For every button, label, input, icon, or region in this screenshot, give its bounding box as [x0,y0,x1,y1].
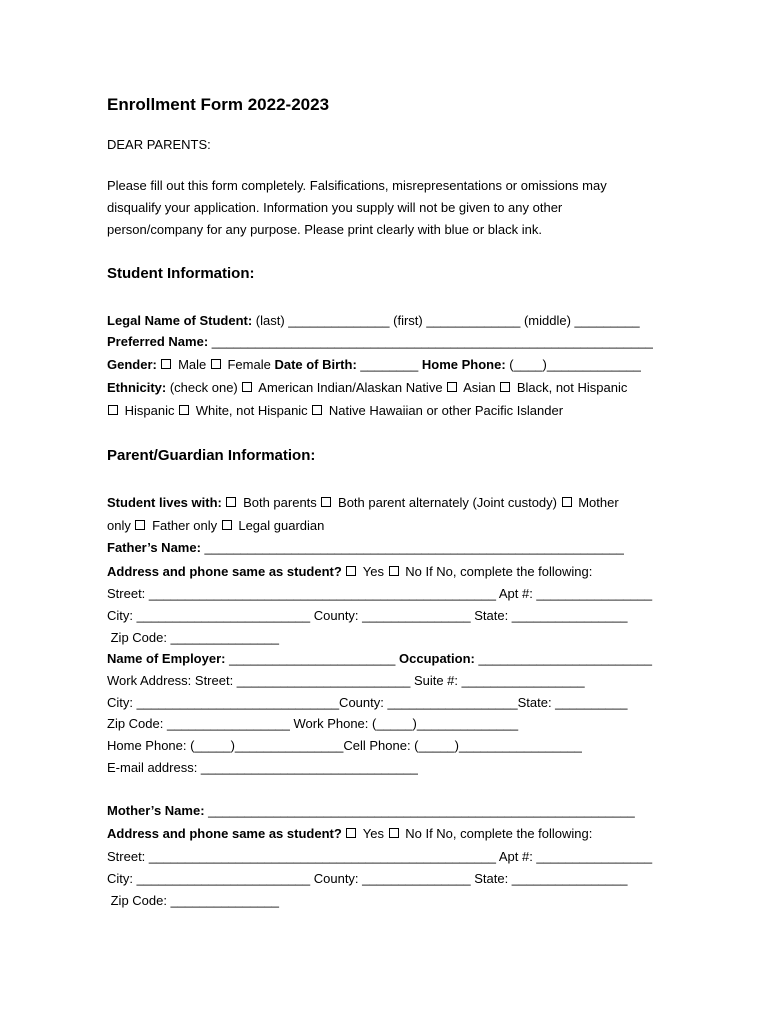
legal-name-row [107,313,640,329]
intro-line-2: disqualify your application. Information you supply will not be given to any other [107,200,563,215]
female-checkbox[interactable] [211,359,221,369]
male-checkbox[interactable] [161,359,171,369]
hispanic-label: Hispanic [121,403,179,418]
work-city-row[interactable]: City: ____________________________County: __________________State: __________ [107,695,628,710]
parent-info-heading: Parent/Guardian Information: [107,447,316,464]
mother-no-checkbox[interactable] [389,828,399,838]
lives-with-label: Student lives with: [107,495,222,510]
preferred-name-label: Preferred Name: [107,334,209,349]
employer-label: Name of Employer: [107,651,226,666]
mother-only-checkbox[interactable] [562,497,572,507]
phones-row[interactable]: Home Phone: (_____)_______________Cell Phone: (_____)_________________ [107,738,582,753]
male-label: Male [174,357,210,372]
father-no-checkbox[interactable] [389,566,399,576]
hawaiian-label: Native Hawaiian or other Pacific Islander [325,403,564,418]
father-street-row[interactable]: Street: ________________________________________________ Apt #: ________________ [107,586,653,601]
no-label: No If No, complete the following: [401,564,593,579]
same-address-label: Address and phone same as student? [107,564,342,579]
employer-row [107,651,652,667]
gender-row [107,357,641,373]
both-parents-checkbox[interactable] [226,497,236,507]
alternately-checkbox[interactable] [321,497,331,507]
female-label: Female [223,357,275,372]
mother-name-label: Mother’s Name: [107,803,205,818]
mother-city-row[interactable]: City: ________________________ County: _______________ State: ________________ [107,871,628,886]
occupation-field[interactable]: ________________________ [474,651,652,666]
home-phone-label: Home Phone: [421,357,506,372]
alternately-label: Both parent alternately (Joint custody) [334,495,561,510]
black-checkbox[interactable] [500,382,510,392]
form-title: Enrollment Form 2022-2023 [107,95,330,114]
american-indian-label: American Indian/Alaskan Native [255,380,447,395]
asian-label: Asian [460,380,500,395]
both-parents-label: Both parents [239,495,321,510]
black-label: Black, not Hispanic [513,380,628,395]
legal-name-fields[interactable]: (last) ______________ (first) _____________ (middle) _________ [252,313,640,328]
father-only-checkbox[interactable] [135,520,145,530]
white-label: White, not Hispanic [192,403,312,418]
father-name-row [107,540,624,556]
home-phone-field[interactable]: (____)_____________ [505,357,641,372]
father-yes-checkbox[interactable] [346,566,356,576]
ethnicity-row [107,380,627,396]
mother-yes-label: Yes [359,826,388,841]
legal-name-label: Legal Name of Student: [107,313,253,328]
dob-label: Date of Birth: [274,357,357,372]
guardian-label: Legal guardian [234,518,325,533]
preferred-name-field[interactable]: _____________________________________________________________ [208,334,653,349]
intro-line-3: person/company for any purpose. Please print clearly with blue or black ink. [107,222,542,237]
ethnicity-label: Ethnicity: [107,380,167,395]
mother-yes-checkbox[interactable] [346,828,356,838]
mother-no-label: No If No, complete the following: [401,826,593,841]
occupation-label: Occupation: [399,651,475,666]
greeting: DEAR PARENTS: [107,137,211,152]
mother-only-label-b: only [107,518,135,533]
ethnicity-instruction: (check one) [166,380,242,395]
hispanic-checkbox[interactable] [108,405,118,415]
mother-only-label-a: Mother [574,495,619,510]
mother-zip-row[interactable]: Zip Code: _______________ [107,893,280,908]
guardian-checkbox[interactable] [222,520,232,530]
work-street-row[interactable]: Work Address: Street: ________________________ Suite #: _________________ [107,673,585,688]
ethnicity-row-2 [107,403,563,419]
yes-label: Yes [359,564,388,579]
hawaiian-checkbox[interactable] [312,405,322,415]
email-row[interactable]: E-mail address: ______________________________ [107,760,418,775]
father-only-label: Father only [148,518,221,533]
mother-same-address-row [107,826,592,842]
student-info-heading: Student Information: [107,265,255,282]
lives-with-row [107,495,619,511]
employer-field[interactable]: _______________________ [225,651,399,666]
father-zip-row[interactable]: Zip Code: _______________ [107,630,280,645]
father-name-field[interactable]: __________________________________________________________ [200,540,624,555]
preferred-name-row [107,334,653,350]
mother-same-address-label: Address and phone same as student? [107,826,342,841]
dob-field[interactable]: ________ [356,357,422,372]
mother-name-row [107,803,635,819]
lives-with-row-2 [107,518,324,534]
mother-name-field[interactable]: ___________________________________________________________ [204,803,635,818]
father-same-address-row [107,564,592,580]
work-zip-row[interactable]: Zip Code: _________________ Work Phone: (_____)______________ [107,716,519,731]
father-city-row[interactable]: City: ________________________ County: _______________ State: ________________ [107,608,628,623]
white-checkbox[interactable] [179,405,189,415]
mother-street-row[interactable]: Street: ________________________________________________ Apt #: ________________ [107,849,653,864]
gender-label: Gender: [107,357,157,372]
asian-checkbox[interactable] [447,382,457,392]
father-name-label: Father’s Name: [107,540,201,555]
american-indian-checkbox[interactable] [242,382,252,392]
intro-line-1: Please fill out this form completely. Falsifications, misrepresentations or omissions may [107,178,607,193]
